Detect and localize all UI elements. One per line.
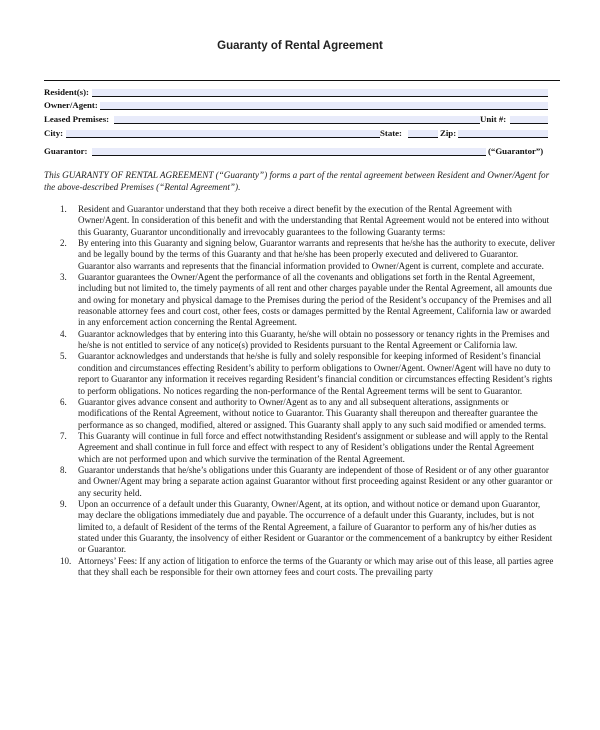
- city-label: City:: [44, 128, 64, 138]
- clause-text: Upon an occurrence of a default under this Guaranty, Owner/Agent, at its option, and without notice or demand upon Guarantor, may declare the obligations immediately due and payable. The occurrence of a default under this Guaranty, includes, but is not limited to, a default of Resident of the terms of the Rental Agreement, a failure of Guarantor to perform any of his/her duties as stated under this Guaranty, the insolvency of either Resident or Guarantor or the commencement of a bankruptcy by either Resident or Guarantor.: [78, 498, 553, 555]
- clause-number: 9.: [60, 498, 67, 509]
- leased-premises-label: Leased Premises:: [44, 114, 110, 124]
- clause-text: Guarantor understands that he/she’s obligations under this Guaranty are independent of those of Resident or of any other guarantor and Owner/Agent may bring a separate action against Guarantor without first proceeding against Resident or any other guarantor or any security held.: [78, 464, 553, 498]
- clause-text: Attorneys’ Fees: If any action of litigation to enforce the terms of the Guaranty or which may arise out of this lease, all parties agree that they shall each be responsible for their own attorney fees and court costs. The prevailing party: [78, 555, 554, 577]
- clause-number: 6.: [60, 396, 67, 407]
- document-title: Guaranty of Rental Agreement: [217, 40, 383, 52]
- intro-paragraph: This GUARANTY OF RENTAL AGREEMENT (“Guaranty”) forms a part of the rental agreement between Resident and Owner/Agent for the above-described Premises (“Rental Agreement”).: [44, 170, 550, 193]
- owner-agent-field[interactable]: [100, 102, 548, 110]
- owner-agent-row: [44, 100, 548, 112]
- clause-number: 1.: [60, 204, 67, 214]
- guarantor-row: [44, 146, 548, 158]
- clause-item: [60, 272, 556, 329]
- zip-label: Zip:: [440, 128, 457, 138]
- clause-text: Guarantor guarantees the Owner/Agent the performance of all the covenants and obligations set forth in the Rental Agreement, including but not limited to, the timely payments of all rent and other charges payable under the Rental Agreement, all amounts due and owing for monetary and physical damage to the Premises during the period of the Resident’s occupancy of the Premises and all reasonable attorney fees and court cost, other fees, costs or damages permitted by the Rental Agreement, California law or awarded in any enforcement action concerning the Rental Agreement.: [78, 272, 552, 328]
- clause-item: [60, 351, 556, 396]
- clause-item: [60, 329, 556, 352]
- clause-number: 4.: [60, 328, 67, 339]
- guarantor-suffix: (“Guarantor”): [488, 146, 544, 156]
- owner-agent-label: Owner/Agent:: [44, 100, 98, 110]
- clause-number: 7.: [60, 430, 67, 441]
- guarantor-label: Guarantor:: [44, 146, 88, 156]
- clause-number: 10.: [60, 555, 72, 566]
- clause-number: 2.: [60, 238, 67, 249]
- guarantor-field[interactable]: [92, 148, 486, 156]
- clause-item: [60, 431, 556, 465]
- city-row: [44, 128, 548, 140]
- clause-number: 8.: [60, 464, 67, 475]
- resident-field[interactable]: [92, 89, 548, 97]
- resident-label: Resident(s):: [44, 87, 89, 97]
- clause-number: 5.: [60, 351, 67, 362]
- clause-item: [60, 465, 556, 499]
- clause-item: [60, 238, 556, 272]
- clause-text: By entering into this Guaranty and signing below, Guarantor warrants and represents that he/she has the authority to execute, deliver and be legally bound by the terms of this Guaranty and that he/she has been properly executed and delivered to Guarantor. Guarantor also warrants and represents that the financial information provided to Owner/Agent is current, complete and accurate.: [78, 238, 556, 271]
- clause-item: [60, 499, 556, 556]
- clause-text: Guarantor acknowledges and understands that he/she is fully and solely responsible for keeping informed of Resident’s financial condition and circumstances effecting Resident’s ability to perform obligations to Owner/Agent. Owner/Agent will have no duty to report to Guarantor any information it receives regarding Resident’s financial condition or circumstances effecting Resident’s rights to perform obligations. No notices regarding the non-performance of the Rental Agreement terms will be sent to Guarantor.: [78, 351, 553, 396]
- clause-item: [60, 556, 556, 579]
- zip-field[interactable]: [458, 130, 548, 138]
- clause-number: 3.: [60, 272, 67, 283]
- unit-label: Unit #:: [480, 114, 507, 124]
- leased-premises-row: [44, 114, 548, 126]
- clause-item: [60, 397, 556, 431]
- state-field[interactable]: [408, 130, 438, 138]
- clause-text: Resident and Guarantor understand that they both receive a direct benefit by the execution of the Rental Agreement with Owner/Agent. In consideration of this benefit and with the understanding that Rental Agreement would not be entered into without this Guaranty, Guarantor unconditionally and irrevocably guarantees to the following Guaranty terms:: [78, 204, 550, 237]
- state-label: State:: [380, 128, 402, 138]
- leased-premises-field[interactable]: [114, 116, 480, 124]
- clause-text: Guarantor gives advance consent and authority to Owner/Agent as to any and all subsequent alterations, assignments or modifications of the Rental Agreement, without notice to Guarantor. This Guaranty shall thereupon and thereafter guarantee the performance as so changed, modified, altered or assigned. This Guaranty shall apply to any such said modified or amended terms.: [78, 396, 546, 430]
- resident-row: [44, 87, 548, 99]
- clause-list: [60, 204, 556, 578]
- city-field[interactable]: [66, 130, 380, 138]
- title-rule: [44, 80, 560, 81]
- clause-item: [60, 204, 556, 238]
- unit-field[interactable]: [510, 116, 548, 124]
- clause-text: Guarantor acknowledges that by entering into this Guaranty, he/she will obtain no possessory or tenancy rights in the Premises and he/she is not entitled to service of any notice(s) provided to Residents pursuant to the Rental Agreement or California law.: [78, 328, 550, 351]
- clause-text: This Guaranty will continue in full force and effect notwithstanding Resident's assignment or sublease and will apply to the Rental Agreement and shall continue in full force and effect with respect to any of Resident’s obligations under the Rental Agreement which are not performed upon and which survive the termination of the Rental Agreement.: [78, 430, 549, 464]
